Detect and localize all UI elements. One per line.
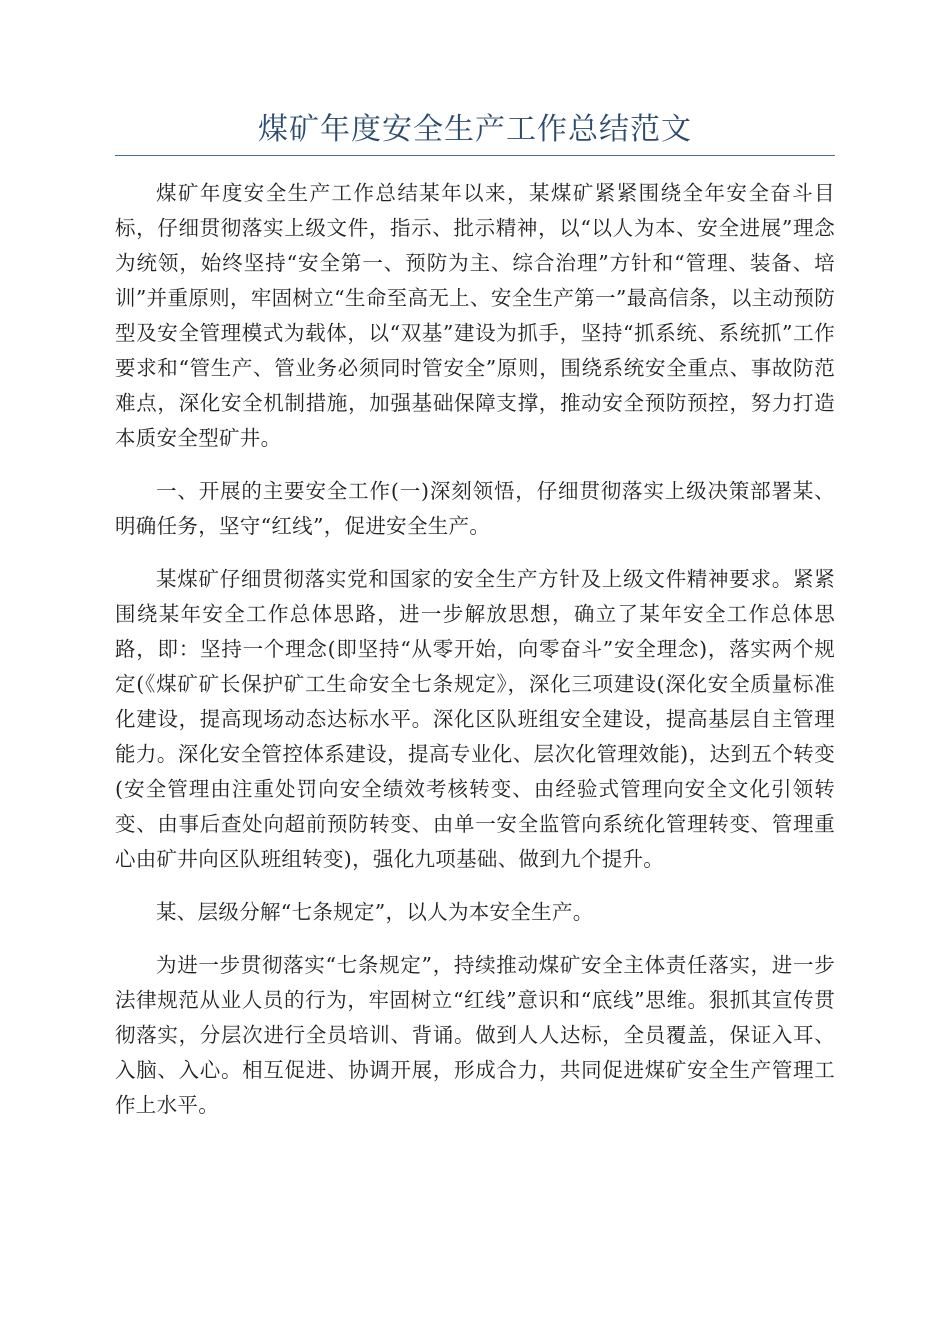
paragraph-intro: 煤矿年度安全生产工作总结某年以来，某煤矿紧紧围绕全年安全奋斗目标，仔细贯彻落实上级文件，指示、批示精神，以“以人为本、安全进展”理念为统领，始终坚持“安全第一、预防为主、综合治理”方针和“管理、装备、培训”并重原则，牢固树立“生命至高无上、安全生产第一”最高信条，以主动预防型及安全管理模式为载体，以“双基”建设为抓手，坚持“抓系统、系统抓”工作要求和“管生产、管业务必须同时管安全”原则，围绕系统安全重点、事故防范难点，深化安全机制措施，加强基础保障支撑，推动安全预防预控，努力打造本质安全型矿井。 bbox=[115, 181, 835, 450]
document-body bbox=[115, 176, 835, 1141]
paragraph-section-one: 一、开展的主要安全工作(一)深刻领悟，仔细贯彻落实上级决策部署某、明确任务，坚守“红线”，促进安全生产。 bbox=[115, 479, 835, 538]
document-title: 煤矿年度安全生产工作总结范文 bbox=[258, 112, 692, 147]
title-underline bbox=[115, 155, 835, 156]
paragraph-seven-rules: 为进一步贯彻落实“七条规定”，持续推动煤矿安全主体责任落实，进一步法律规范从业人员的行为，牢固树立“红线”意识和“底线”思维。狠抓其宣传贯彻落实，分层次进行全员培训、背诵。做到人人达标，全员覆盖，保证入耳、入脑、入心。相互促进、协调开展，形成合力，共同促进煤矿安全生产管理工作上水平。 bbox=[115, 953, 835, 1117]
paragraph-guidelines: 某煤矿仔细贯彻落实党和国家的安全生产方针及上级文件精神要求。紧紧围绕某年安全工作总体思路，进一步解放思想，确立了某年安全工作总体思路，即：坚持一个理念(即坚持“从零开始，向零奋斗”安全理念)，落实两个规定(《煤矿矿长保护矿工生命安全七条规定》，深化三项建设(深化安全质量标准化建设，提高现场动态达标水平。深化区队班组安全建设，提高基层自主管理能力。深化安全管控体系建设，提高专业化、层次化管理效能)，达到五个转变(安全管理由注重处罚向安全绩效考核转变、由经验式管理向安全文化引领转变、由事后查处向超前预防转变、由单一安全监管向系统化管理转变、管理重心由矿井向区队班组转变)，强化九项基础、做到九个提升。 bbox=[115, 567, 835, 871]
paragraph-seven-rules-heading: 某、层级分解“七条规定”，以人为本安全生产。 bbox=[156, 900, 594, 924]
